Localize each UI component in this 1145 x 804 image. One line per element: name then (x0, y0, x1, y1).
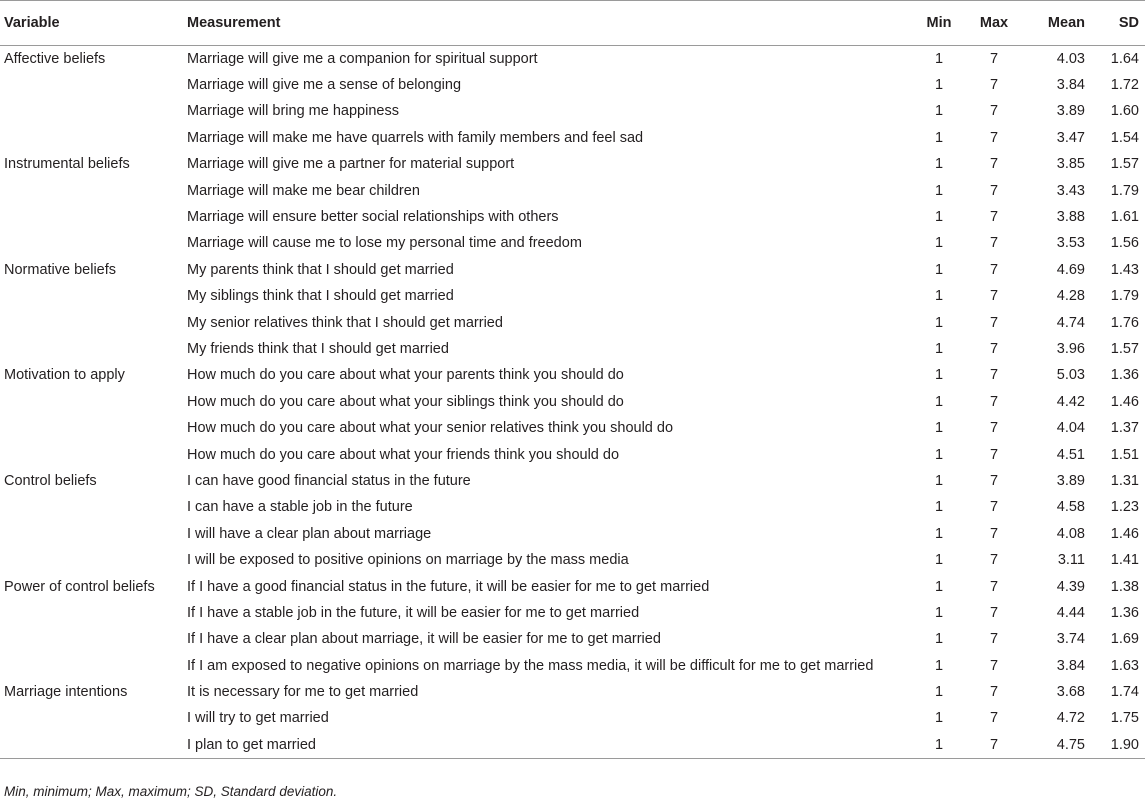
cell-sd: 1.46 (1110, 525, 1139, 542)
cell-mean: 3.85 (1056, 156, 1085, 173)
cell-variable: Motivation to apply (4, 367, 125, 384)
cell-min: 1 (934, 710, 944, 727)
cell-sd: 1.72 (1110, 77, 1139, 94)
cell-sd: 1.63 (1110, 657, 1139, 674)
cell-sd: 1.64 (1110, 50, 1139, 67)
cell-mean: 4.08 (1056, 525, 1085, 542)
cell-sd: 1.56 (1110, 235, 1139, 252)
cell-max: 7 (989, 631, 999, 648)
cell-measurement: Marriage will give me a sense of belonging (187, 77, 462, 94)
table-row (0, 389, 1145, 415)
table-row (0, 336, 1145, 362)
cell-min: 1 (934, 552, 944, 569)
table-body (0, 46, 1145, 759)
cell-min: 1 (934, 367, 944, 384)
table-row (0, 46, 1145, 72)
table-row (0, 521, 1145, 547)
cell-sd: 1.60 (1110, 103, 1139, 120)
cell-min: 1 (934, 578, 944, 595)
cell-min: 1 (934, 499, 944, 516)
cell-max: 7 (989, 420, 999, 437)
cell-variable (0, 600, 183, 626)
cell-sd: 1.23 (1110, 499, 1139, 516)
cell-max: 7 (989, 446, 999, 463)
cell-measurement: I will have a clear plan about marriage (187, 525, 432, 542)
table-row (0, 230, 1145, 256)
table-row (0, 415, 1145, 441)
cell-min: 1 (934, 525, 944, 542)
cell-mean: 3.11 (1057, 552, 1085, 569)
cell-measurement: It is necessary for me to get married (187, 684, 419, 701)
cell-mean: 5.03 (1056, 367, 1085, 384)
cell-variable (0, 441, 183, 467)
cell-max: 7 (989, 684, 999, 701)
cell-measurement: Marriage will cause me to lose my personal time and freedom (187, 235, 582, 252)
table-row (0, 547, 1145, 573)
table-row (0, 151, 1145, 177)
cell-measurement: I can have a stable job in the future (187, 499, 413, 516)
cell-sd: 1.41 (1110, 552, 1139, 569)
cell-sd: 1.74 (1110, 684, 1139, 701)
cell-variable (0, 705, 183, 731)
cell-variable (0, 309, 183, 335)
header-measurement: Measurement (183, 1, 913, 46)
cell-min: 1 (934, 261, 944, 278)
cell-variable: Power of control beliefs (4, 578, 155, 595)
header-min: Min (913, 1, 965, 46)
cell-min: 1 (934, 657, 944, 674)
cell-max: 7 (965, 732, 1023, 758)
cell-mean: 3.53 (1056, 235, 1085, 252)
cell-variable: Normative beliefs (4, 261, 117, 278)
table-row (0, 494, 1145, 520)
cell-measurement: Marriage will bring me happiness (187, 103, 399, 120)
table-row (0, 283, 1145, 309)
cell-mean: 4.04 (1056, 420, 1085, 437)
cell-mean: 3.74 (1056, 631, 1085, 648)
cell-measurement: If I am exposed to negative opinions on marriage by the mass media, it will be difficult for me to get married (187, 657, 874, 674)
cell-mean: 3.89 (1056, 472, 1085, 489)
cell-sd: 1.38 (1110, 578, 1139, 595)
cell-sd: 1.43 (1110, 261, 1139, 278)
cell-max: 7 (989, 367, 999, 384)
cell-variable (0, 204, 183, 230)
cell-min: 1 (934, 420, 944, 437)
cell-max: 7 (989, 50, 999, 67)
cell-sd: 1.37 (1110, 420, 1139, 437)
cell-measurement: Marriage will give me a companion for spiritual support (187, 50, 538, 67)
table-row (0, 705, 1145, 731)
cell-mean: 4.75 (1023, 732, 1091, 758)
cell-variable: Affective beliefs (4, 50, 106, 67)
cell-max: 7 (989, 209, 999, 226)
cell-sd: 1.57 (1110, 156, 1139, 173)
cell-sd: 1.36 (1110, 604, 1139, 621)
header-variable: Variable (0, 1, 183, 46)
cell-variable: Marriage intentions (4, 684, 128, 701)
cell-mean: 4.69 (1056, 261, 1085, 278)
cell-min: 1 (934, 472, 944, 489)
header-max: Max (965, 1, 1023, 46)
cell-measurement: Marriage will make me bear children (187, 182, 420, 199)
cell-min: 1 (934, 182, 944, 199)
header-row (0, 1, 1145, 46)
table-row (0, 177, 1145, 203)
table-row (0, 468, 1145, 494)
cell-variable (0, 389, 183, 415)
cell-min: 1 (934, 156, 944, 173)
cell-min: 1 (934, 314, 944, 331)
cell-mean: 3.68 (1056, 684, 1085, 701)
cell-variable (0, 230, 183, 256)
cell-variable: Instrumental beliefs (4, 156, 130, 173)
cell-mean: 3.84 (1056, 77, 1085, 94)
cell-sd: 1.36 (1110, 367, 1139, 384)
cell-variable (0, 72, 183, 98)
cell-variable (0, 177, 183, 203)
cell-mean: 4.74 (1056, 314, 1085, 331)
cell-variable (0, 626, 183, 652)
cell-variable (0, 283, 183, 309)
cell-max: 7 (989, 340, 999, 357)
cell-mean: 3.84 (1056, 657, 1085, 674)
cell-max: 7 (989, 710, 999, 727)
table-row (0, 98, 1145, 124)
cell-variable (0, 547, 183, 573)
cell-max: 7 (989, 261, 999, 278)
cell-max: 7 (989, 182, 999, 199)
cell-min: 1 (913, 732, 965, 758)
cell-sd: 1.61 (1110, 209, 1139, 226)
cell-max: 7 (989, 499, 999, 516)
cell-measurement: How much do you care about what your senior relatives think you should do (187, 420, 674, 437)
cell-mean: 3.96 (1056, 340, 1085, 357)
cell-min: 1 (934, 446, 944, 463)
cell-sd: 1.69 (1110, 631, 1139, 648)
cell-measurement: I will try to get married (187, 710, 329, 727)
cell-min: 1 (934, 209, 944, 226)
cell-measurement: I can have good financial status in the future (187, 472, 471, 489)
cell-measurement: How much do you care about what your parents think you should do (187, 367, 624, 384)
cell-min: 1 (934, 129, 944, 146)
cell-variable (0, 732, 183, 758)
cell-max: 7 (989, 314, 999, 331)
cell-max: 7 (989, 235, 999, 252)
cell-mean: 4.72 (1056, 710, 1085, 727)
cell-sd: 1.31 (1110, 472, 1139, 489)
cell-min: 1 (934, 288, 944, 305)
cell-variable (0, 98, 183, 124)
cell-sd: 1.51 (1110, 446, 1139, 463)
table-row (0, 309, 1145, 335)
cell-min: 1 (934, 604, 944, 621)
cell-sd: 1.57 (1110, 340, 1139, 357)
cell-measurement: My senior relatives think that I should get married (187, 314, 503, 331)
cell-min: 1 (934, 393, 944, 410)
cell-min: 1 (934, 340, 944, 357)
table-row (0, 573, 1145, 599)
cell-max: 7 (989, 156, 999, 173)
cell-sd: 1.75 (1110, 710, 1139, 727)
cell-max: 7 (989, 525, 999, 542)
cell-measurement: How much do you care about what your siblings think you should do (187, 393, 624, 410)
cell-min: 1 (934, 684, 944, 701)
cell-measurement: Marriage will ensure better social relationships with others (187, 209, 559, 226)
cell-min: 1 (934, 235, 944, 252)
cell-mean: 3.47 (1056, 129, 1085, 146)
cell-mean: 3.88 (1056, 209, 1085, 226)
cell-max: 7 (989, 129, 999, 146)
cell-mean: 4.03 (1056, 50, 1085, 67)
cell-measurement: Marriage will give me a partner for material support (187, 156, 515, 173)
cell-sd: 1.54 (1110, 129, 1139, 146)
cell-measurement: Marriage will make me have quarrels with family members and feel sad (187, 129, 644, 146)
header-sd: SD (1091, 1, 1145, 46)
table-row (0, 732, 1145, 758)
cell-variable (0, 336, 183, 362)
cell-variable (0, 494, 183, 520)
cell-mean: 4.51 (1056, 446, 1085, 463)
cell-min: 1 (934, 631, 944, 648)
cell-min: 1 (934, 77, 944, 94)
cell-variable (0, 652, 183, 678)
cell-min: 1 (934, 103, 944, 120)
table-row (0, 362, 1145, 388)
cell-measurement: I plan to get married (183, 732, 913, 758)
cell-max: 7 (989, 77, 999, 94)
cell-mean: 4.28 (1056, 288, 1085, 305)
table-row (0, 125, 1145, 151)
cell-max: 7 (989, 657, 999, 674)
table-row (0, 626, 1145, 652)
cell-sd: 1.79 (1110, 288, 1139, 305)
table-row (0, 652, 1145, 678)
table-row (0, 257, 1145, 283)
cell-mean: 4.58 (1056, 499, 1085, 516)
table-footnote: Min, minimum; Max, maximum; SD, Standard deviation. (4, 784, 338, 799)
cell-variable (0, 125, 183, 151)
cell-min: 1 (934, 50, 944, 67)
cell-max: 7 (989, 472, 999, 489)
cell-max: 7 (989, 552, 999, 569)
cell-measurement: If I have a stable job in the future, it will be easier for me to get married (187, 604, 640, 621)
cell-measurement: If I have a clear plan about marriage, it will be easier for me to get married (187, 631, 661, 648)
cell-measurement: If I have a good financial status in the future, it will be easier for me to get married (187, 578, 710, 595)
cell-measurement: I will be exposed to positive opinions on marriage by the mass media (187, 552, 629, 569)
cell-max: 7 (989, 578, 999, 595)
cell-mean: 4.44 (1056, 604, 1085, 621)
cell-max: 7 (989, 393, 999, 410)
cell-variable: Control beliefs (4, 472, 97, 489)
cell-sd: 1.90 (1091, 732, 1145, 758)
cell-measurement: My parents think that I should get married (187, 261, 454, 278)
cell-mean: 3.89 (1056, 103, 1085, 120)
cell-max: 7 (989, 288, 999, 305)
cell-max: 7 (989, 103, 999, 120)
cell-variable (0, 415, 183, 441)
table-row (0, 679, 1145, 705)
table-row (0, 204, 1145, 230)
cell-mean: 3.43 (1056, 182, 1085, 199)
cell-mean: 4.39 (1056, 578, 1085, 595)
cell-mean: 4.42 (1056, 393, 1085, 410)
cell-measurement: My siblings think that I should get married (187, 288, 454, 305)
cell-sd: 1.76 (1110, 314, 1139, 331)
cell-sd: 1.79 (1110, 182, 1139, 199)
table-row (0, 72, 1145, 98)
table-header (0, 1, 1145, 46)
cell-max: 7 (989, 604, 999, 621)
cell-sd: 1.46 (1110, 393, 1139, 410)
table-row (0, 441, 1145, 467)
cell-variable (0, 521, 183, 547)
table-row (0, 600, 1145, 626)
header-mean: Mean (1023, 1, 1091, 46)
cell-measurement: How much do you care about what your friends think you should do (187, 446, 620, 463)
cell-measurement: My friends think that I should get married (187, 340, 449, 357)
